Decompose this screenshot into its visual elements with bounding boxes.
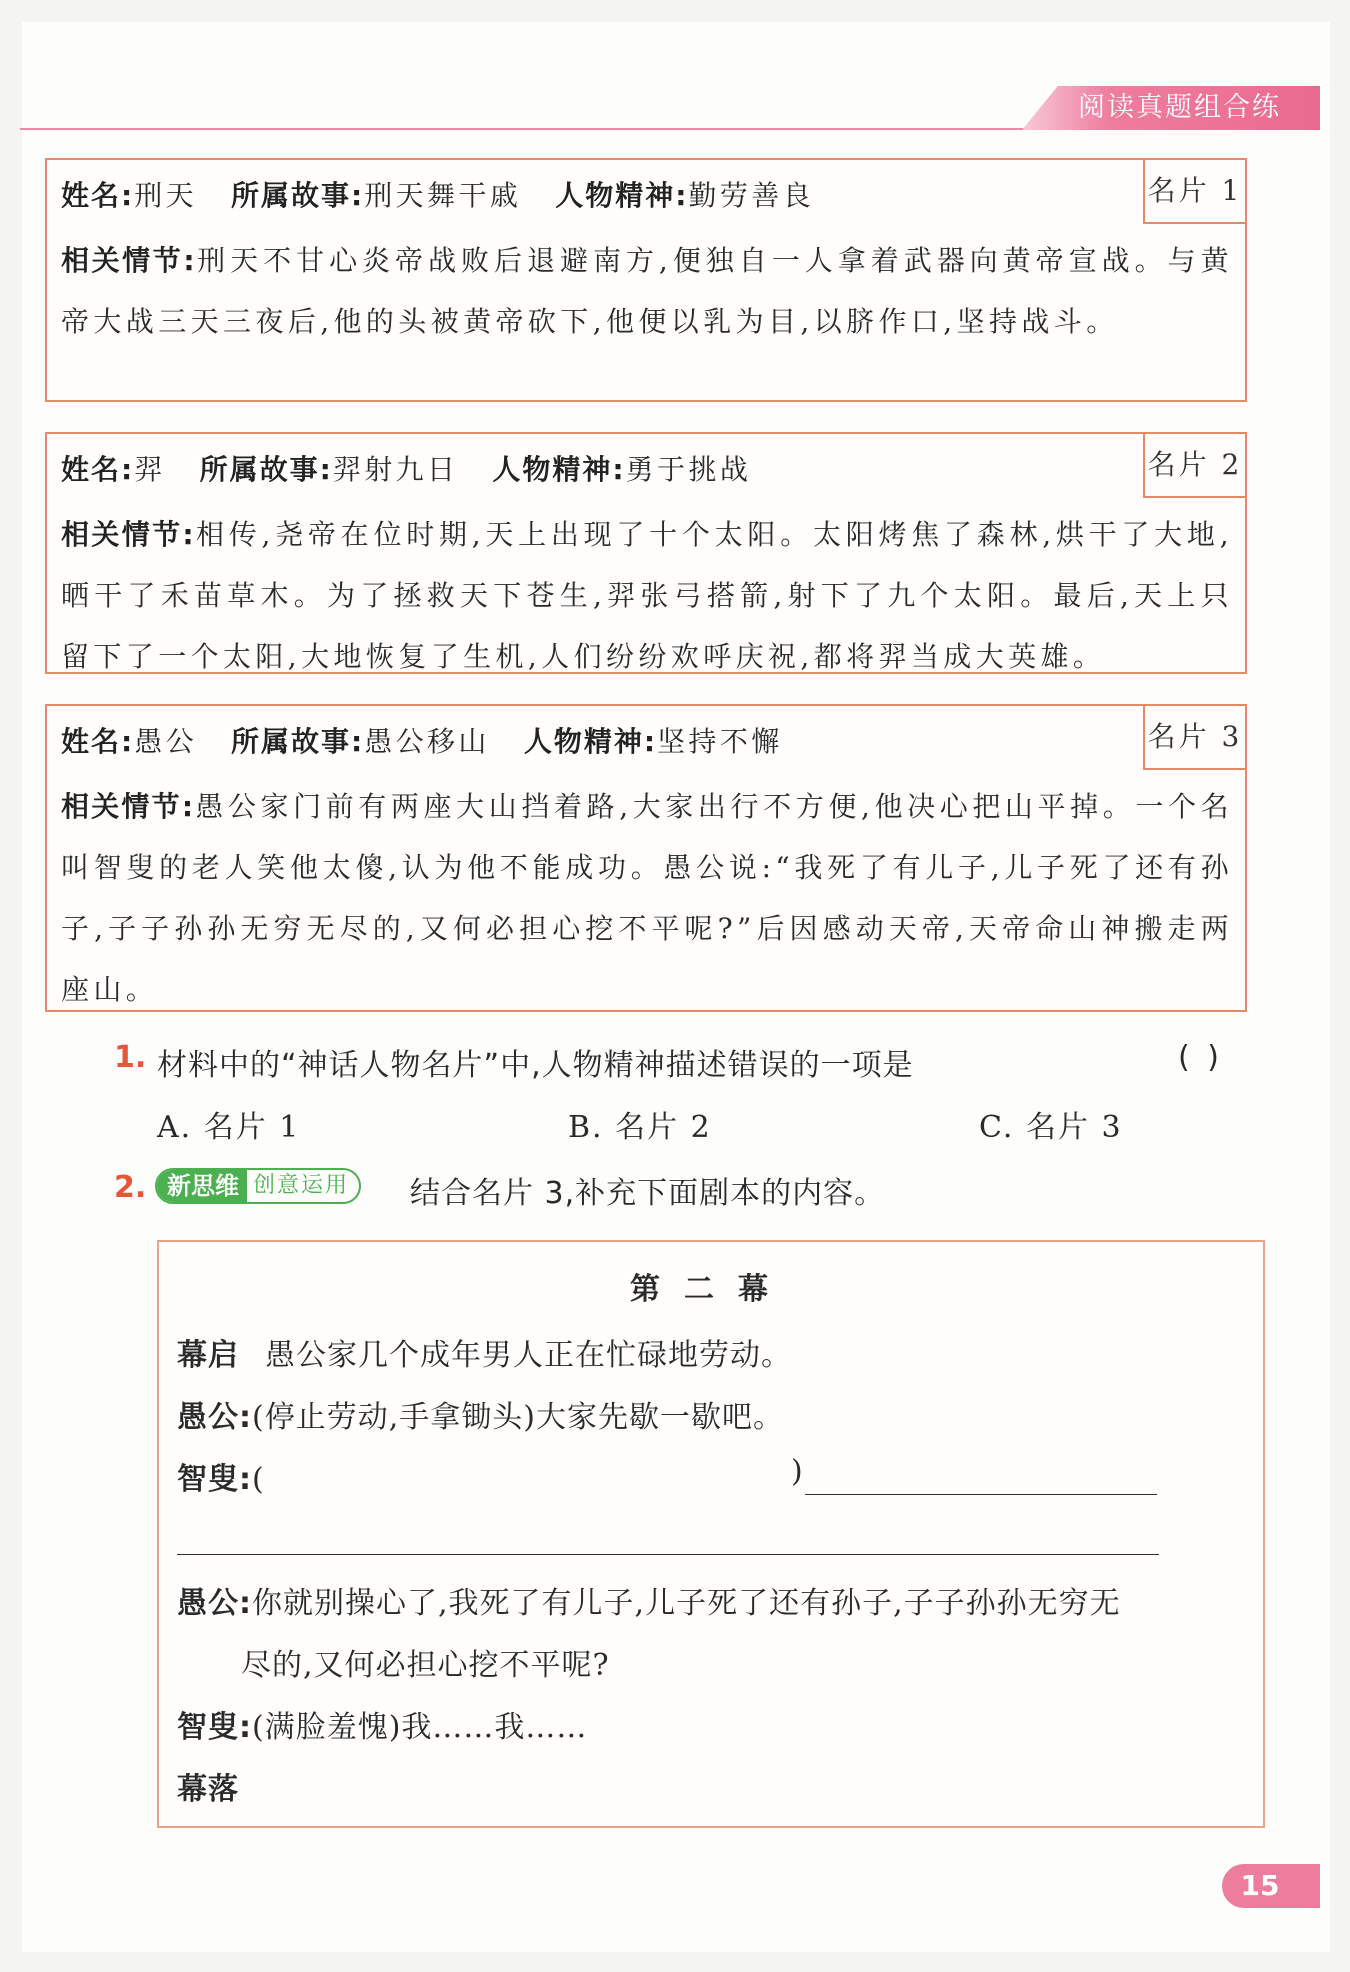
script-line-5 [177, 1702, 587, 1746]
plot-paragraph [61, 230, 1233, 352]
spirit-value: 坚持不懈 [657, 725, 783, 758]
name-card-2 [45, 432, 1247, 674]
plot-text: 刑天不甘心炎帝战败后退避南方,便独自一人拿着武器向黄帝宣战。与黄帝大战三天三夜后,他的头被黄帝砍下,他便以乳为目,以脐作口,坚持战斗。 [61, 244, 1233, 338]
card-tag: 名片 2 [1143, 432, 1247, 498]
spirit-label: 人物精神: [555, 179, 689, 212]
page-number: 15 [1240, 1869, 1280, 1902]
plot-paragraph [61, 776, 1233, 1020]
name-card-1 [45, 158, 1247, 402]
name-value: 羿 [134, 453, 166, 486]
story-label: 所属故事: [231, 725, 365, 758]
question-2-text: 结合名片 3,补充下面剧本的内容。 [410, 1176, 886, 1211]
card-tag: 名片 3 [1143, 704, 1247, 770]
speaker-zhisou: 智叟: [177, 1710, 252, 1745]
option-a[interactable]: A. 名片 1 [157, 1110, 301, 1145]
badge-sub: 创意运用 [253, 1173, 350, 1198]
name-label: 姓名: [61, 453, 135, 486]
card-header-row [61, 720, 783, 760]
script-text: (满脸羞愧)我……我…… [252, 1710, 588, 1745]
card-header-row [61, 448, 751, 488]
story-label: 所属故事: [199, 453, 333, 486]
spirit-value: 勇于挑战 [625, 453, 752, 486]
plot-text: 相传,尧帝在位时期,天上出现了十个太阳。太阳烤焦了森林,烘干了大地,晒干了禾苗草木。为了拯救天下苍生,羿张弓搭箭,射下了九个太阳。最后,天上只留下了一个太阳,大地恢复了生机,人们纷纷欢呼庆祝,都将羿当成大英雄。 [61, 518, 1233, 673]
story-value: 愚公移山 [364, 725, 490, 758]
script-title: 第二幕 [630, 1272, 792, 1307]
script-text: 愚公家几个成年男人正在忙碌地劳动。 [265, 1338, 792, 1373]
open-paren: ( [252, 1462, 265, 1497]
question-1-number: 1. [114, 1040, 147, 1075]
script-text: (停止劳动,手拿锄头)大家先歇一歇吧。 [252, 1400, 784, 1435]
answer-blank-1[interactable] [805, 1494, 1157, 1495]
answer-blank-2[interactable] [177, 1554, 1159, 1555]
option-c[interactable]: C. 名片 3 [979, 1110, 1123, 1145]
story-label: 所属故事: [231, 179, 365, 212]
script-line-4 [177, 1578, 1121, 1622]
name-label: 姓名: [61, 725, 135, 758]
card-header-row [61, 174, 814, 214]
script-box [157, 1240, 1265, 1828]
stage-direction-label: 幕落 [177, 1772, 239, 1807]
question-1-text: 材料中的“神话人物名片”中,人物精神描述错误的一项是 [157, 1048, 914, 1083]
speaker-zhisou: 智叟: [177, 1462, 252, 1497]
badge-main: 新思维 [157, 1170, 247, 1202]
spirit-label: 人物精神: [523, 725, 658, 758]
script-line-2 [177, 1392, 784, 1436]
name-card-3 [45, 704, 1247, 1012]
answer-paren[interactable]: ( ) [1178, 1040, 1223, 1075]
story-value: 羿射九日 [332, 453, 459, 486]
close-paren: ) [791, 1454, 804, 1489]
plot-label: 相关情节: [61, 518, 196, 551]
name-value: 刑天 [134, 179, 198, 212]
script-text: 你就别操心了,我死了有儿子,儿子死了还有孙子,子子孙孙无穷无 [252, 1586, 1121, 1621]
script-line-3 [177, 1454, 265, 1498]
speaker-yugong: 愚公: [177, 1400, 252, 1435]
speaker-yugong: 愚公: [177, 1586, 252, 1621]
script-line-4-cont: 尽的,又何必担心挖不平呢? [241, 1648, 610, 1683]
stage-direction-label: 幕启 [177, 1338, 239, 1373]
plot-text: 愚公家门前有两座大山挡着路,大家出行不方便,他决心把山平掉。一个名叫智叟的老人笑他太傻,认为他不能成功。愚公说:“我死了有儿子,儿子死了还有孙子,子子孙孙无穷无尽的,又何必担心挖不平呢?”后因感动天帝,天帝命山神搬走两座山。 [61, 790, 1233, 1006]
question-2-number: 2. [114, 1170, 147, 1205]
story-value: 刑天舞干戚 [364, 179, 522, 212]
name-label: 姓名: [61, 179, 135, 212]
option-b[interactable]: B. 名片 2 [568, 1110, 712, 1145]
plot-label: 相关情节: [61, 790, 196, 823]
name-value: 愚公 [134, 725, 198, 758]
plot-paragraph [61, 504, 1233, 687]
new-thinking-badge [155, 1168, 361, 1204]
spirit-value: 勤劳善良 [688, 179, 815, 212]
spirit-label: 人物精神: [492, 453, 626, 486]
script-line-1 [177, 1330, 792, 1374]
card-tag: 名片 1 [1143, 158, 1247, 224]
script-line-6 [177, 1764, 239, 1808]
plot-label: 相关情节: [61, 244, 197, 277]
section-title: 阅读真题组合练 [1078, 92, 1281, 123]
